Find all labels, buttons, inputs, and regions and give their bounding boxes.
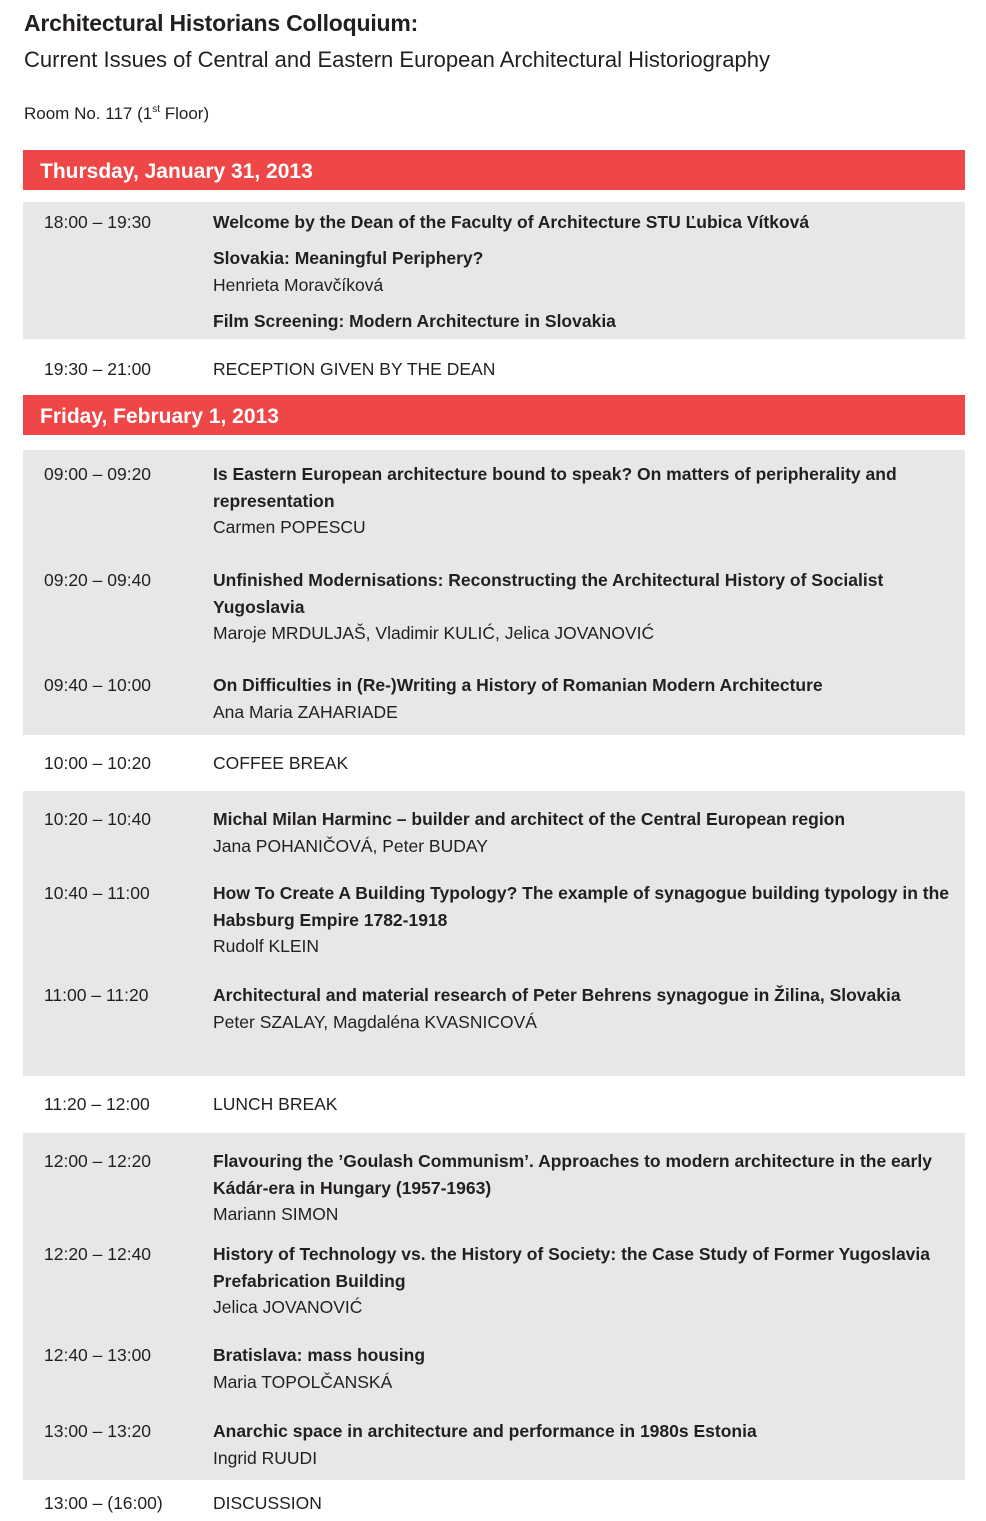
entry-title: Bratislava: mass housing bbox=[213, 1345, 426, 1365]
entry-text: RECEPTION GIVEN BY THE DEAN bbox=[213, 359, 496, 379]
entry-time: 11:00 – 11:20 bbox=[44, 985, 149, 1005]
entry-title: Michal Milan Harminc – builder and architect of the Central European region bbox=[213, 809, 846, 829]
schedule-block bbox=[23, 1484, 965, 1520]
entry-time: 12:40 – 13:00 bbox=[44, 1345, 152, 1365]
day-header-friday: Friday, February 1, 2013 bbox=[23, 395, 965, 435]
event-title: Architectural Historians Colloquium: bbox=[24, 10, 419, 36]
entry-author: Mariann SIMON bbox=[213, 1204, 339, 1224]
entry-time: 12:00 – 12:20 bbox=[44, 1151, 152, 1171]
entry-text: DISCUSSION bbox=[213, 1493, 322, 1513]
entry-text: LUNCH BREAK bbox=[213, 1094, 338, 1114]
room-info bbox=[24, 104, 209, 124]
room-suffix: Floor) bbox=[159, 104, 210, 123]
entry-title: Slovakia: Meaningful Periphery? bbox=[213, 248, 484, 268]
schedule-block bbox=[23, 202, 965, 339]
event-subtitle: Current Issues of Central and Eastern European Architectural Historiography bbox=[24, 47, 770, 72]
entry-author: Jana POHANIČOVÁ, Peter BUDAY bbox=[213, 835, 488, 856]
entry-title: Film Screening: Modern Architecture in Slovakia bbox=[213, 311, 616, 331]
entry-time: 10:00 – 10:20 bbox=[44, 753, 152, 773]
schedule-block bbox=[23, 1133, 965, 1480]
day-header-thursday: Thursday, January 31, 2013 bbox=[23, 150, 965, 190]
room-floor-ordinal: st bbox=[152, 104, 160, 115]
entry-time: 13:00 – (16:00) bbox=[44, 1493, 163, 1513]
entry-time: 19:30 – 21:00 bbox=[44, 359, 152, 379]
schedule-block bbox=[23, 791, 965, 1076]
entry-time: 10:40 – 11:00 bbox=[44, 883, 150, 903]
entry-author: Peter SZALAY, Magdaléna KVASNICOVÁ bbox=[213, 1011, 537, 1032]
entry-author: Rudolf KLEIN bbox=[213, 936, 320, 956]
entry-title: Anarchic space in architecture and performance in 1980s Estonia bbox=[213, 1421, 757, 1441]
entry-time: 11:20 – 12:00 bbox=[44, 1094, 150, 1114]
schedule-block bbox=[23, 346, 965, 390]
entry-text: COFFEE BREAK bbox=[213, 753, 349, 773]
entry-time: 18:00 – 19:30 bbox=[44, 212, 152, 232]
entry-time: 09:00 – 09:20 bbox=[44, 464, 152, 484]
room-prefix: Room No. 117 (1 bbox=[24, 104, 153, 123]
entry-author: Ana Maria ZAHARIADE bbox=[213, 701, 398, 722]
schedule-block bbox=[23, 740, 965, 788]
schedule-block bbox=[23, 450, 965, 735]
entry-time: 10:20 – 10:40 bbox=[44, 809, 152, 829]
entry-title: Is Eastern European architecture bound to speak? On matters of peripherality and representation bbox=[213, 464, 897, 511]
entry-author: Maria TOPOLČANSKÁ bbox=[213, 1371, 393, 1392]
entry-title: How To Create A Building Typology? The example of synagogue building typology in the Habsburg Empire 1782-1918 bbox=[213, 883, 949, 930]
entry-title: Architectural and material research of Peter Behrens synagogue in Žilina, Slovakia bbox=[213, 985, 901, 1005]
entry-title: Flavouring the ’Goulash Communism’. Approaches to modern architecture in the early Kádár-era in Hungary (1957-1963) bbox=[213, 1151, 932, 1198]
entry-title: Welcome by the Dean of the Faculty of Architecture STU Ľubica Vítková bbox=[213, 212, 810, 232]
entry-time: 12:20 – 12:40 bbox=[44, 1244, 152, 1264]
entry-author: Ingrid RUUDI bbox=[213, 1447, 318, 1468]
entry-time: 09:40 – 10:00 bbox=[44, 675, 152, 695]
schedule-block bbox=[23, 1080, 965, 1130]
entry-author: Carmen POPESCU bbox=[213, 517, 366, 537]
entry-title: Unfinished Modernisations: Reconstructing the Architectural History of Socialist Yugoslavia bbox=[213, 570, 884, 617]
entry-author: Jelica JOVANOVIĆ bbox=[213, 1297, 363, 1317]
entry-time: 09:20 – 09:40 bbox=[44, 570, 152, 590]
entry-time: 13:00 – 13:20 bbox=[44, 1421, 152, 1441]
entry-author: Maroje MRDULJAŠ, Vladimir KULIĆ, Jelica JOVANOVIĆ bbox=[213, 623, 655, 643]
entry-title: On Difficulties in (Re-)Writing a History of Romanian Modern Architecture bbox=[213, 675, 823, 695]
entry-title: History of Technology vs. the History of Society: the Case Study of Former Yugoslavia Prefabrication Building bbox=[213, 1244, 931, 1291]
entry-author: Henrieta Moravčíková bbox=[213, 274, 384, 295]
